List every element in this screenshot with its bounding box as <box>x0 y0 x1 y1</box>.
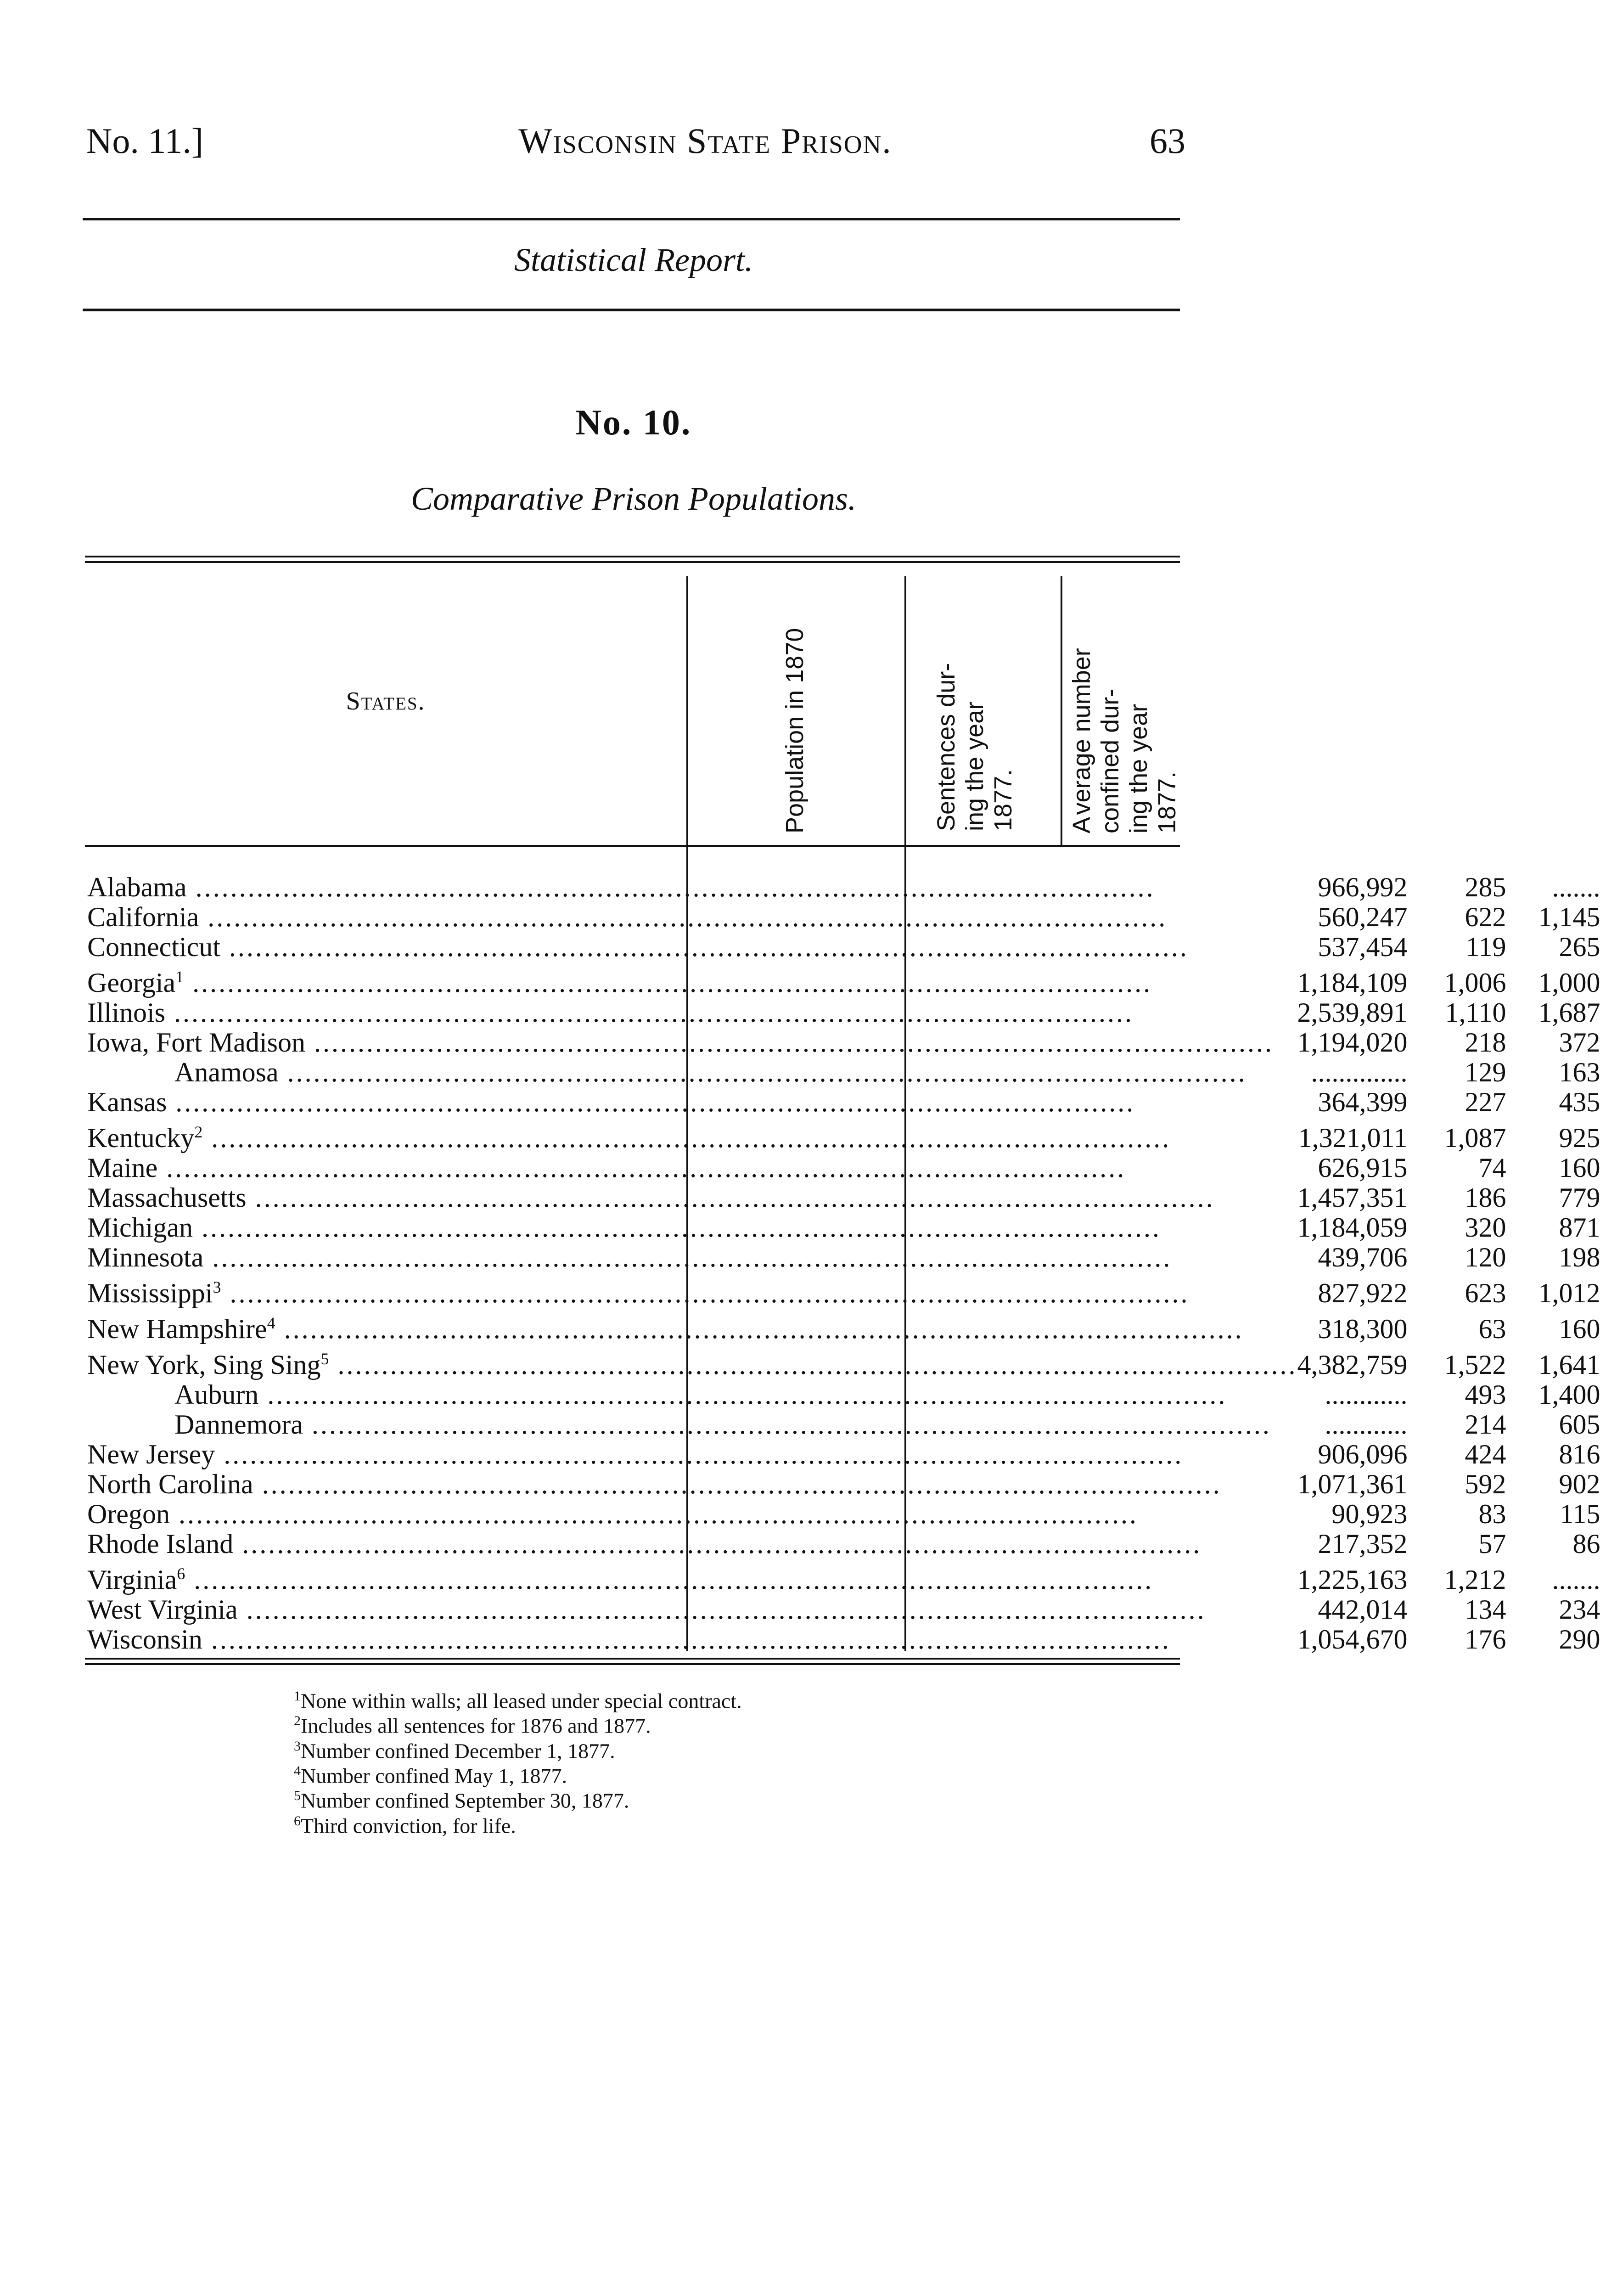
cell-average: 1,012 <box>1538 1278 1600 1308</box>
state-name: Michigan <box>87 1212 193 1243</box>
cell-population: 1,184,059 <box>1297 1212 1408 1243</box>
state-name: Mississippi <box>87 1278 213 1308</box>
column-header-average: A verage number confined dur- ing the year 1877. <box>1068 648 1181 833</box>
state-leader <box>87 1625 1297 1654</box>
cell-state <box>87 932 1297 962</box>
table-row <box>87 1213 1600 1243</box>
cell-population: 560,247 <box>1318 902 1408 932</box>
cell-sentences: 120 <box>1465 1242 1506 1272</box>
table-row <box>87 1529 1600 1559</box>
header-rule <box>83 218 1180 220</box>
state-leader <box>174 1380 1297 1410</box>
state-name: California <box>87 902 199 932</box>
table-row <box>87 998 1600 1028</box>
state-leader <box>87 1028 1297 1058</box>
table-row <box>87 962 1600 998</box>
cell-state <box>87 998 1297 1028</box>
subtitle: Statistical Report. <box>514 242 753 278</box>
cell-sentences: 83 <box>1478 1499 1506 1529</box>
table-row <box>87 932 1600 962</box>
state-name: Kansas <box>87 1087 167 1117</box>
column-header-states: States. <box>346 687 426 715</box>
state-name: Georgia <box>87 968 176 998</box>
cell-state <box>87 1272 1297 1308</box>
table-row <box>87 1308 1600 1344</box>
state-name: Minnesota <box>87 1242 204 1272</box>
cell-state <box>87 1028 1297 1058</box>
table-row <box>87 872 1600 902</box>
cell-state <box>87 872 1297 902</box>
state-name: Maine <box>87 1153 158 1183</box>
cell-sentences: 1,006 <box>1444 968 1506 998</box>
cell-sentences: 320 <box>1465 1212 1506 1243</box>
column-divider-3 <box>1061 576 1062 847</box>
cell-sentences: 1,212 <box>1444 1564 1506 1595</box>
state-name: Connecticut <box>87 932 220 962</box>
state-name: Rhode Island <box>87 1529 234 1559</box>
footnote-marker: 4 <box>267 1314 275 1332</box>
state-leader <box>87 1117 1297 1153</box>
column-header-population: Population in 1870 <box>781 628 808 833</box>
footnote-number: 1 <box>294 1688 301 1704</box>
table-row <box>87 1058 1600 1087</box>
cell-average: 902 <box>1559 1469 1600 1499</box>
footnote-number: 2 <box>294 1713 301 1729</box>
footnote-text: None within walls; all leased under special contract. <box>301 1689 742 1713</box>
cell-state <box>87 962 1297 998</box>
cell-state <box>87 1625 1297 1654</box>
cell-average: 234 <box>1559 1594 1600 1625</box>
table-row <box>87 1410 1600 1440</box>
state-name: West Virginia <box>87 1594 238 1625</box>
table-row <box>87 1559 1600 1595</box>
state-name: Massachusetts <box>87 1182 247 1213</box>
state-name: Oregon <box>87 1499 170 1529</box>
cell-sentences: 1,522 <box>1444 1350 1506 1380</box>
state-leader <box>87 1529 1297 1559</box>
table-row <box>87 1087 1600 1117</box>
cell-average: 1,687 <box>1538 997 1600 1028</box>
footnote-marker: 5 <box>320 1350 329 1368</box>
cell-sentences: 623 <box>1465 1278 1506 1308</box>
state-leader <box>87 1087 1297 1117</box>
footnote-marker: 6 <box>177 1564 185 1583</box>
cell-sentences: 285 <box>1465 872 1506 902</box>
cell-population: 2,539,891 <box>1297 997 1408 1028</box>
cell-state <box>87 1410 1297 1440</box>
cell-population: 1,457,351 <box>1297 1182 1408 1213</box>
footnote-marker: 2 <box>194 1123 203 1141</box>
cell-population: 1,071,361 <box>1297 1469 1408 1499</box>
cell-state <box>87 1595 1297 1625</box>
footnote-text: Number confined September 30, 1877. <box>301 1789 629 1812</box>
cell-sentences: 129 <box>1465 1057 1506 1087</box>
cell-state <box>87 1469 1297 1499</box>
cell-state <box>87 1087 1297 1117</box>
cell-average: 816 <box>1559 1439 1600 1469</box>
column-header-sentences: Sentences dur- ing the year 1877. <box>932 663 1017 831</box>
cell-average: 1,000 <box>1538 968 1600 998</box>
cell-state <box>87 902 1297 932</box>
table-row <box>87 1272 1600 1308</box>
cell-average: 1,400 <box>1538 1379 1600 1410</box>
state-name: Anamosa <box>174 1057 279 1087</box>
footnote <box>294 1761 1120 1786</box>
cell-sentences: 227 <box>1465 1087 1506 1117</box>
footnote <box>294 1686 1120 1711</box>
cell-average: 265 <box>1559 932 1600 962</box>
cell-population: ............ <box>1325 1379 1408 1410</box>
footnote-text: Includes all sentences for 1876 and 1877. <box>301 1714 651 1738</box>
cell-population: 1,321,011 <box>1298 1123 1408 1153</box>
state-leader <box>87 1243 1297 1272</box>
cell-average: 372 <box>1559 1027 1600 1058</box>
cell-population: 1,225,163 <box>1297 1564 1408 1595</box>
header-section-label: No. 11.] <box>86 121 203 161</box>
state-name: Auburn <box>174 1379 259 1410</box>
footnote-text: Number confined December 1, 1877. <box>301 1739 615 1762</box>
table-row <box>87 1595 1600 1625</box>
cell-population: 318,300 <box>1318 1314 1408 1344</box>
cell-population: 906,096 <box>1318 1439 1408 1469</box>
table-row <box>87 1117 1600 1153</box>
cell-sentences: 186 <box>1465 1182 1506 1213</box>
state-leader <box>87 902 1297 932</box>
cell-state <box>87 1499 1297 1529</box>
table-body <box>87 872 1600 1654</box>
state-name: New York, Sing Sing <box>87 1350 321 1380</box>
table-row <box>87 902 1600 932</box>
cell-sentences: 176 <box>1465 1624 1506 1654</box>
state-leader <box>87 998 1297 1028</box>
table-row <box>87 1344 1600 1380</box>
state-name: Wisconsin <box>87 1624 202 1654</box>
cell-sentences: 74 <box>1478 1153 1506 1183</box>
state-leader <box>87 1469 1297 1499</box>
state-name: Iowa, Fort Madison <box>87 1027 305 1058</box>
footnote-text: Third conviction, for life. <box>301 1813 516 1837</box>
cell-population: 4,382,759 <box>1297 1350 1408 1380</box>
page-number: 63 <box>1150 121 1185 161</box>
table-number: No. 10. <box>575 402 692 442</box>
table-caption: Comparative Prison Populations. <box>411 480 856 517</box>
cell-population: 90,923 <box>1331 1499 1408 1529</box>
footnote <box>294 1786 1120 1811</box>
cell-state <box>87 1344 1297 1380</box>
footnote-marker: 3 <box>213 1278 221 1296</box>
header-title: Wisconsin State Prison. <box>518 121 892 161</box>
cell-state <box>87 1153 1297 1183</box>
state-name: Alabama <box>87 872 187 902</box>
cell-state <box>87 1529 1297 1559</box>
state-leader <box>87 1272 1297 1308</box>
cell-population: 442,014 <box>1318 1594 1408 1625</box>
cell-average: ....... <box>1552 872 1600 902</box>
table-bottom-rule-2 <box>85 1663 1180 1665</box>
footnote-number: 3 <box>294 1738 301 1754</box>
table-top-rule-2 <box>85 561 1180 563</box>
state-leader <box>87 1183 1297 1213</box>
cell-average: 163 <box>1559 1057 1600 1087</box>
state-leader <box>87 962 1297 998</box>
cell-average: 779 <box>1559 1182 1600 1213</box>
cell-average: 115 <box>1560 1499 1600 1529</box>
state-leader <box>87 932 1297 962</box>
footnote-text: Number confined May 1, 1877. <box>301 1764 567 1788</box>
state-name: North Carolina <box>87 1469 253 1499</box>
state-leader <box>87 1440 1297 1469</box>
cell-state <box>87 1058 1297 1087</box>
state-leader <box>87 1153 1297 1183</box>
footnote <box>294 1736 1120 1761</box>
cell-population: 217,352 <box>1318 1529 1408 1559</box>
cell-state <box>87 1183 1297 1213</box>
table-row <box>87 1153 1600 1183</box>
cell-sentences: 57 <box>1478 1529 1506 1559</box>
state-leader <box>87 1595 1297 1625</box>
footnote-number: 5 <box>294 1788 301 1804</box>
cell-sentences: 134 <box>1465 1594 1506 1625</box>
subtitle-rule <box>83 309 1180 311</box>
cell-population: .............. <box>1311 1057 1408 1087</box>
state-leader <box>87 1344 1297 1380</box>
cell-state <box>87 1117 1297 1153</box>
cell-sentences: 592 <box>1465 1469 1506 1499</box>
cell-average: 605 <box>1559 1409 1600 1440</box>
table-row <box>87 1243 1600 1272</box>
cell-population: 1,054,670 <box>1297 1624 1408 1654</box>
cell-population: 439,706 <box>1318 1242 1408 1272</box>
cell-average: 871 <box>1559 1212 1600 1243</box>
cell-average: 925 <box>1559 1123 1600 1153</box>
cell-population: 1,194,020 <box>1297 1027 1408 1058</box>
footnote <box>294 1711 1120 1736</box>
cell-sentences: 63 <box>1478 1314 1506 1344</box>
cell-population: 1,184,109 <box>1297 968 1408 998</box>
cell-average: 290 <box>1559 1624 1600 1654</box>
cell-sentences: 424 <box>1465 1439 1506 1469</box>
cell-population: 537,454 <box>1318 932 1408 962</box>
table-row <box>87 1469 1600 1499</box>
table-row <box>87 1380 1600 1410</box>
state-leader <box>174 1058 1297 1087</box>
cell-population: 827,922 <box>1318 1278 1408 1308</box>
state-leader <box>87 1559 1297 1595</box>
cell-state <box>87 1243 1297 1272</box>
footnote-number: 6 <box>294 1813 301 1829</box>
cell-population: ............ <box>1325 1409 1408 1440</box>
state-name: Kentucky <box>87 1123 195 1153</box>
state-name: Dannemora <box>174 1409 303 1440</box>
table-row <box>87 1499 1600 1529</box>
cell-state <box>87 1213 1297 1243</box>
cell-state <box>87 1559 1297 1595</box>
footnote-number: 4 <box>294 1763 301 1778</box>
state-name: Illinois <box>87 997 166 1028</box>
cell-sentences: 119 <box>1465 932 1506 962</box>
cell-average: 1,145 <box>1538 902 1600 932</box>
cell-sentences: 1,110 <box>1445 997 1506 1028</box>
cell-average: 160 <box>1559 1153 1600 1183</box>
cell-state <box>87 1380 1297 1410</box>
cell-population: 966,992 <box>1318 872 1408 902</box>
table-top-rule <box>85 556 1180 557</box>
table-bottom-rule <box>85 1658 1180 1660</box>
state-name: Virginia <box>87 1564 177 1595</box>
state-leader <box>87 1499 1297 1529</box>
cell-sentences: 622 <box>1465 902 1506 932</box>
cell-state <box>87 1440 1297 1469</box>
footnotes <box>294 1686 1120 1836</box>
prison-population-table <box>87 872 1600 1654</box>
cell-sentences: 493 <box>1465 1379 1506 1410</box>
cell-average: 198 <box>1559 1242 1600 1272</box>
cell-population: 626,915 <box>1318 1153 1408 1183</box>
table-row <box>87 1183 1600 1213</box>
state-leader <box>174 1410 1297 1440</box>
table-row <box>87 1625 1600 1654</box>
cell-average: 160 <box>1559 1314 1600 1344</box>
cell-sentences: 214 <box>1465 1409 1506 1440</box>
cell-average: 86 <box>1572 1529 1600 1559</box>
cell-population: 364,399 <box>1318 1087 1408 1117</box>
state-name: New Hampshire <box>87 1314 267 1344</box>
state-leader <box>87 1213 1297 1243</box>
header-bottom-rule <box>85 845 1180 847</box>
cell-state <box>87 1308 1297 1344</box>
cell-sentences: 218 <box>1465 1027 1506 1058</box>
table-row <box>87 1028 1600 1058</box>
state-leader <box>87 1308 1297 1344</box>
table-row <box>87 1440 1600 1469</box>
footnote <box>294 1811 1120 1836</box>
cell-average: 1,641 <box>1538 1350 1600 1380</box>
state-name: New Jersey <box>87 1439 215 1469</box>
cell-sentences: 1,087 <box>1444 1123 1506 1153</box>
state-leader <box>87 872 1297 902</box>
cell-average: ....... <box>1552 1564 1600 1595</box>
footnote-marker: 1 <box>175 968 184 986</box>
cell-average: 435 <box>1559 1087 1600 1117</box>
